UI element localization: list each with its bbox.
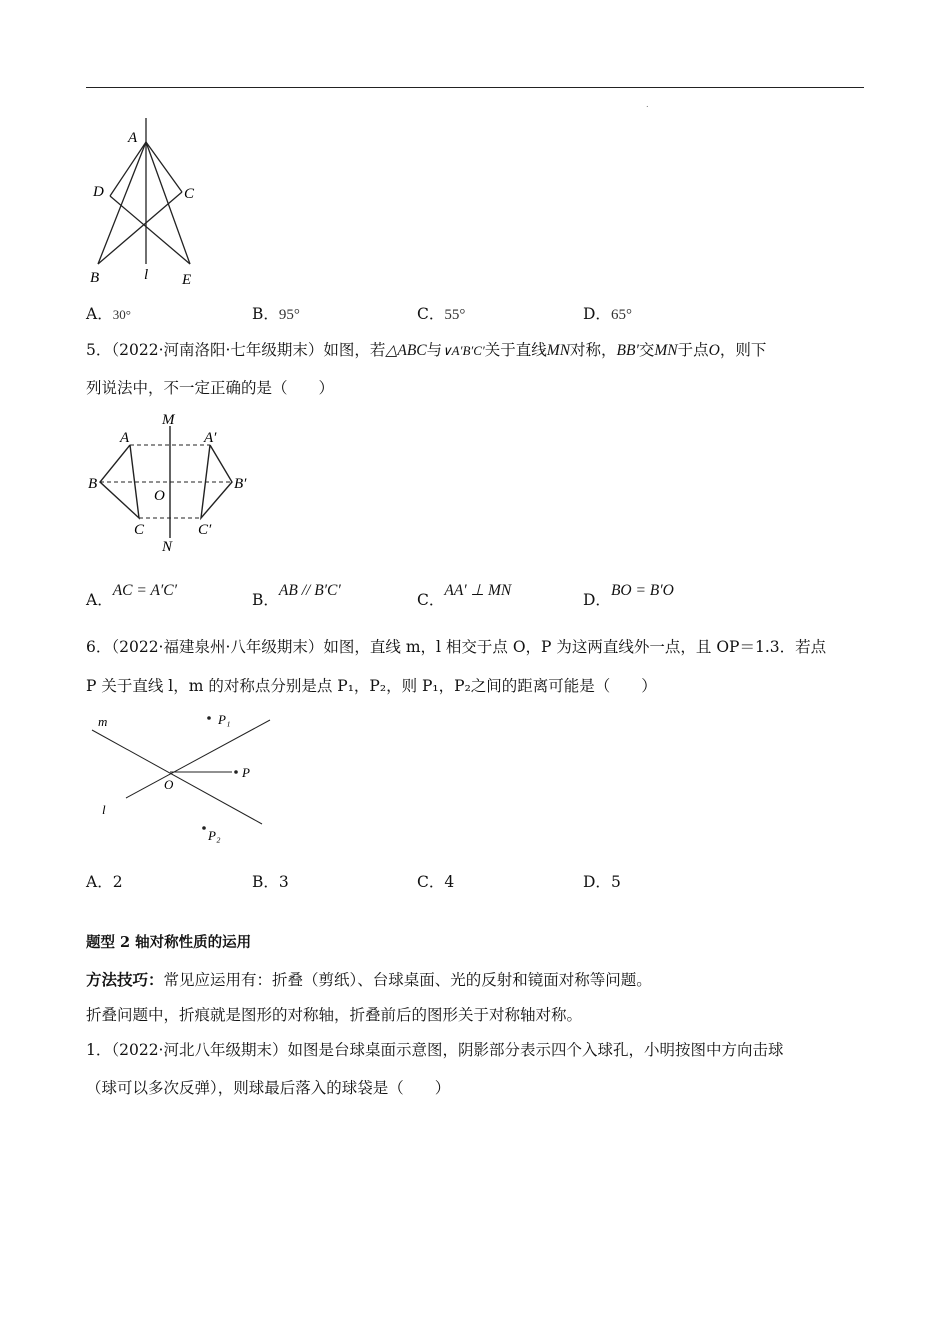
section-heading: 题型 2 轴对称性质的运用 [86, 934, 252, 951]
fold-tip: 折叠问题中，折痕就是图形的对称轴，折叠前后的图形关于对称轴对称。 [86, 1006, 583, 1024]
fig3-label-l: l [102, 802, 106, 817]
figure-intersecting-lines [86, 708, 286, 848]
header-dot: . [646, 100, 649, 109]
fig1-label-E: E [182, 272, 192, 288]
header-rule [86, 87, 864, 88]
fig1-label-C: C [184, 186, 195, 202]
figure-kite [86, 112, 216, 292]
q6-option-a: A．2 [86, 873, 123, 891]
fig1-label-D: D [93, 184, 104, 200]
q1-line-1: 1．（2022·河北八年级期末）如图是台球桌面示意图，阴影部分表示四个入球孔，小明按图中方向击球 [86, 1041, 784, 1059]
q6-line-2: P 关于直线 l，m 的对称点分别是点 P₁，P₂，则 P₁，P₂之间的距离可能是（ ） [86, 677, 657, 695]
fig3-label-O: O [164, 777, 174, 792]
q5-option-d: D．BO = B′O [583, 582, 674, 609]
q5-line-2: 列说法中，不一定正确的是（ ） [86, 379, 335, 397]
fig1-label-l: l [144, 267, 149, 283]
fig2-label-N: N [162, 539, 173, 555]
fig2-label-B-prime: B′ [234, 476, 247, 492]
q6-option-d: D．5 [583, 873, 621, 891]
fig3-label-P: P [242, 765, 250, 780]
fig1-label-B: B [90, 270, 100, 286]
q5-option-b: B．AB // B′C′ [252, 582, 341, 609]
q4-option-d: D．65° [583, 305, 632, 323]
q5-line-1: 5．（2022·河南洛阳·七年级期末）如图，若△ABC与∨A′B′C′关于直线MN对称，BB′交MN于点O，则下 [86, 341, 767, 359]
fig2-label-C: C [134, 522, 145, 538]
fig2-label-C-prime: C′ [198, 522, 212, 538]
q1-line-2: （球可以多次反弹），则球最后落入的球袋是（ ） [86, 1079, 451, 1097]
q5-option-c: C．AA′ ⊥ MN [417, 582, 512, 609]
figure-hexagon-symmetry [86, 408, 266, 556]
fig2-label-A-prime: A′ [204, 430, 217, 446]
q6-option-c: C．4 [417, 873, 455, 891]
fig3-label-P1: P₁ [218, 712, 231, 727]
fig3-label-P2: P₂ [208, 828, 221, 843]
fig1-label-A: A [128, 130, 138, 146]
fig2-label-A: A [120, 430, 130, 446]
fig2-label-B: B [88, 476, 98, 492]
q6-option-b: B．3 [252, 873, 289, 891]
fig3-label-m: m [98, 714, 108, 729]
q4-option-b: B．95° [252, 305, 300, 323]
q4-option-c: C．55° [417, 305, 466, 323]
q5-option-a: A．AC = A′C′ [86, 582, 178, 609]
q4-option-a: A．30° [86, 305, 131, 323]
q6-line-1: 6．（2022·福建泉州·八年级期末）如图，直线 m，l 相交于点 O，P 为这两直线外一点，且 OP＝1.3．若点 [86, 638, 827, 656]
fig2-label-M: M [162, 412, 175, 428]
method-tip: 方法技巧：常见应运用有：折叠（剪纸）、台球桌面、光的反射和镜面对称等问题。 [86, 970, 652, 989]
fig2-label-O: O [154, 488, 165, 504]
